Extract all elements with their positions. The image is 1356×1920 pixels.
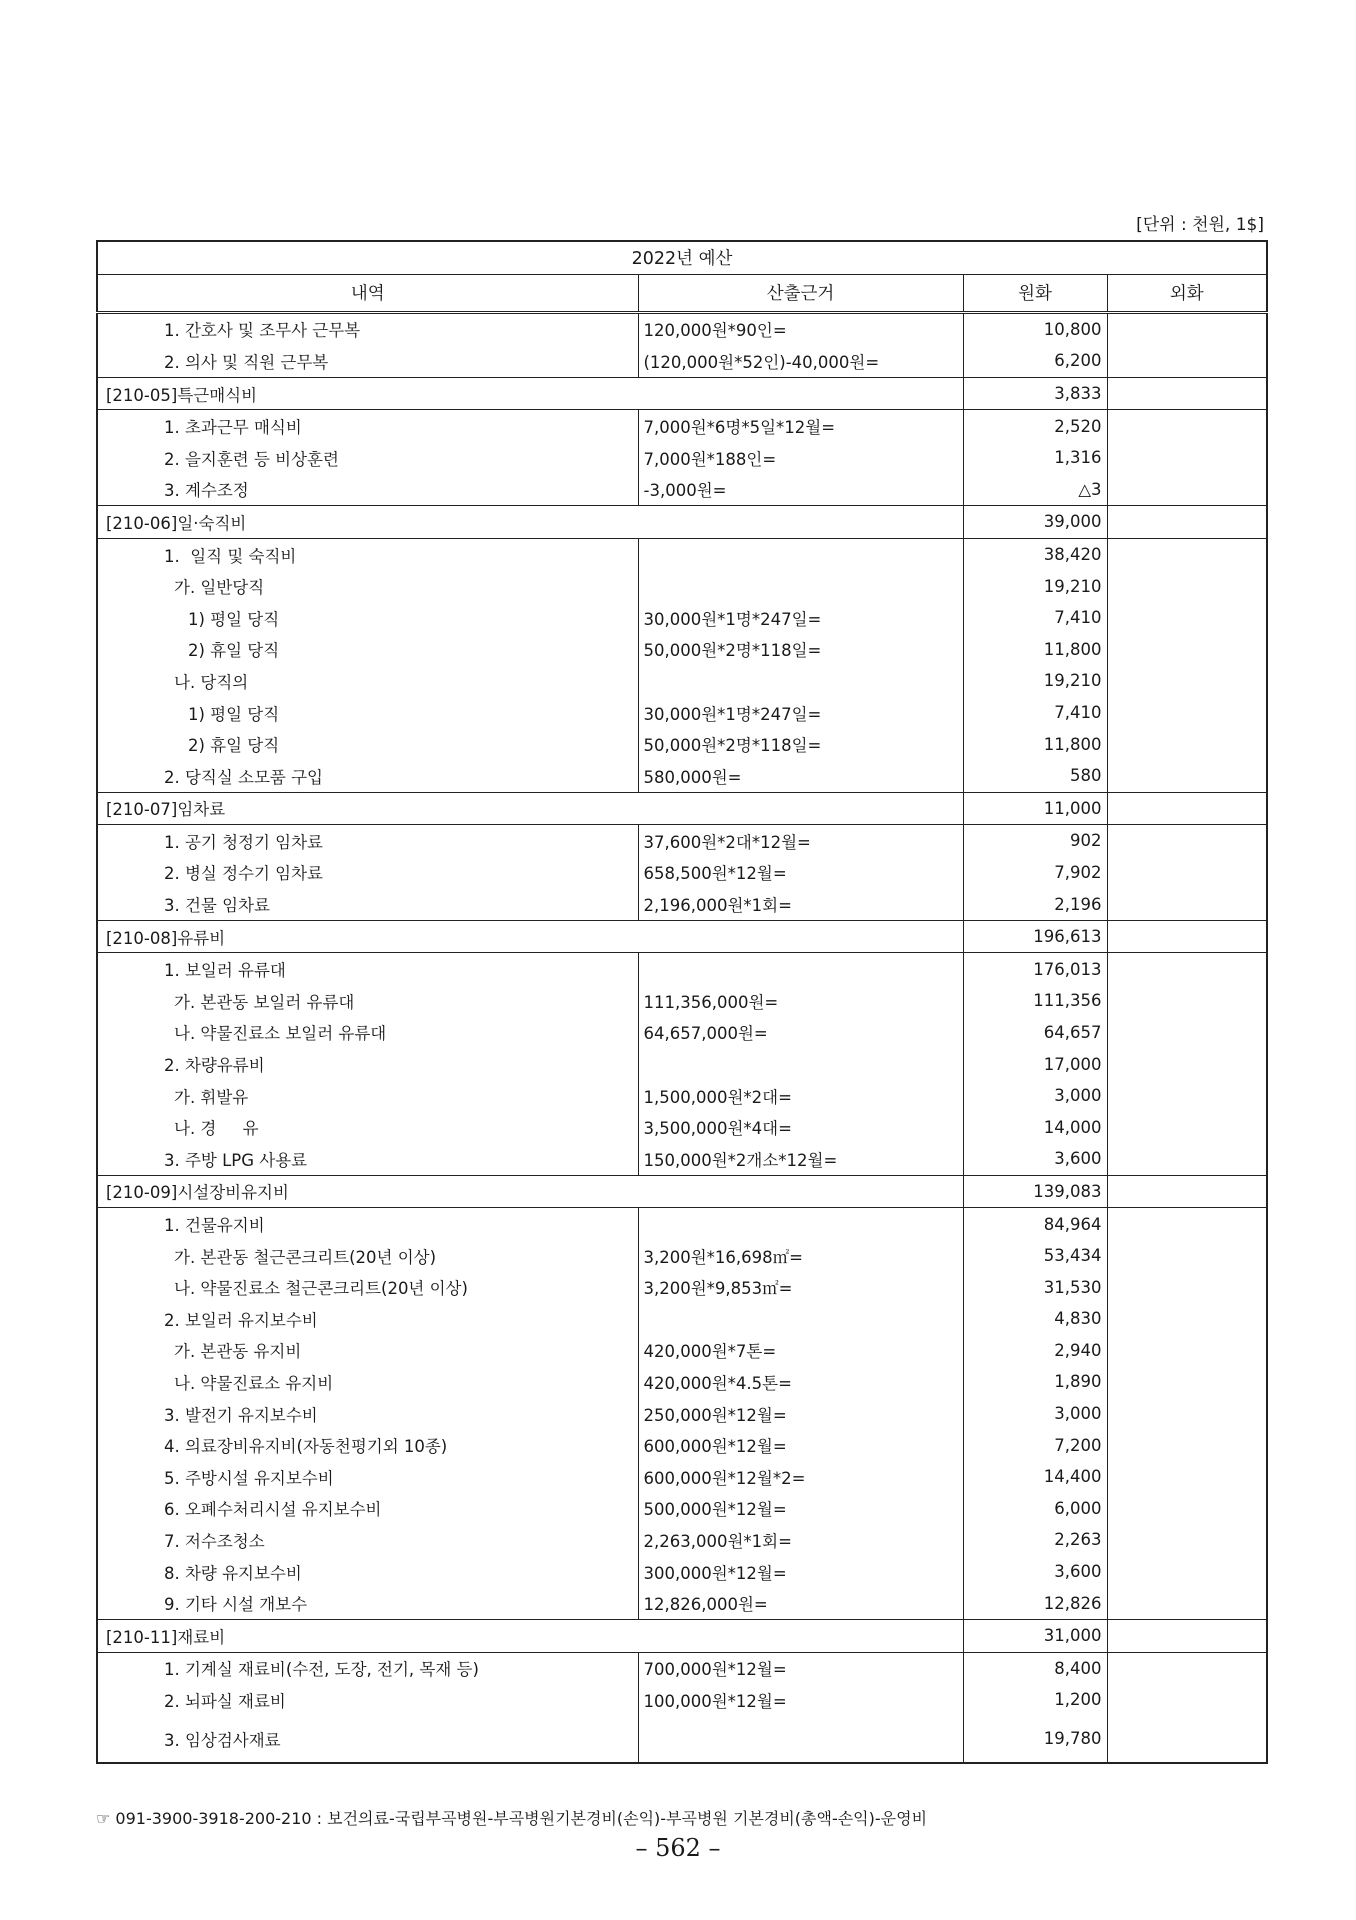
item-calculation bbox=[638, 953, 963, 985]
item-won-amount: 14,000 bbox=[963, 1111, 1107, 1143]
item-won-amount: 19,210 bbox=[963, 665, 1107, 697]
foreign-amount-cell bbox=[1107, 665, 1267, 697]
table-row bbox=[97, 410, 1267, 442]
foreign-amount-cell bbox=[1107, 920, 1267, 953]
item-calculation: 420,000원*7톤= bbox=[638, 1335, 963, 1367]
foreign-amount-cell bbox=[1107, 602, 1267, 634]
item-won-amount: 7,410 bbox=[963, 697, 1107, 729]
budget-table bbox=[96, 240, 1268, 1764]
item-won-amount: 7,410 bbox=[963, 602, 1107, 634]
foreign-amount-cell bbox=[1107, 1429, 1267, 1461]
item-calculation: 658,500원*12월= bbox=[638, 857, 963, 889]
item-won-amount: 11,800 bbox=[963, 728, 1107, 760]
item-won-amount: 19,780 bbox=[963, 1716, 1107, 1763]
item-description: 2. 을지훈련 등 비상훈련 bbox=[97, 442, 638, 474]
item-calculation: 600,000원*12월*2= bbox=[638, 1461, 963, 1493]
foreign-amount-cell bbox=[1107, 410, 1267, 442]
item-description: 7. 저수조청소 bbox=[97, 1524, 638, 1556]
foreign-amount-cell bbox=[1107, 1111, 1267, 1143]
table-row bbox=[97, 1143, 1267, 1175]
item-won-amount: 580 bbox=[963, 760, 1107, 792]
table-row bbox=[97, 1366, 1267, 1398]
foreign-amount-cell bbox=[1107, 1493, 1267, 1525]
foreign-amount-cell bbox=[1107, 728, 1267, 760]
item-description: 나. 경 유 bbox=[97, 1111, 638, 1143]
item-calculation: 1,500,000원*2대= bbox=[638, 1080, 963, 1112]
table-row bbox=[97, 570, 1267, 602]
item-description: 1. 기계실 재료비(수전, 도장, 전기, 목재 등) bbox=[97, 1652, 638, 1684]
item-description: 3. 주방 LPG 사용료 bbox=[97, 1143, 638, 1175]
foreign-amount-cell bbox=[1107, 538, 1267, 570]
foreign-amount-cell bbox=[1107, 1175, 1267, 1208]
item-description: 1. 일직 및 숙직비 bbox=[97, 538, 638, 570]
foreign-amount-cell bbox=[1107, 474, 1267, 506]
item-description: 9. 기타 시설 개보수 bbox=[97, 1587, 638, 1619]
category-row bbox=[97, 792, 1267, 825]
item-description: 5. 주방시설 유지보수비 bbox=[97, 1461, 638, 1493]
header-row bbox=[97, 274, 1267, 312]
table-row bbox=[97, 312, 1267, 345]
item-calculation: 12,826,000원= bbox=[638, 1587, 963, 1619]
category-won-amount: 31,000 bbox=[963, 1619, 1107, 1652]
table-row bbox=[97, 1080, 1267, 1112]
table-row bbox=[97, 1048, 1267, 1080]
table-row bbox=[97, 1303, 1267, 1335]
item-won-amount: 111,356 bbox=[963, 985, 1107, 1017]
item-won-amount: 11,800 bbox=[963, 634, 1107, 666]
table-row bbox=[97, 1271, 1267, 1303]
foreign-amount-cell bbox=[1107, 1048, 1267, 1080]
item-calculation: 30,000원*1명*247일= bbox=[638, 697, 963, 729]
category-label: [210-06]일·숙직비 bbox=[97, 506, 963, 539]
item-won-amount: 2,940 bbox=[963, 1335, 1107, 1367]
category-row bbox=[97, 506, 1267, 539]
table-row bbox=[97, 345, 1267, 377]
item-won-amount: 12,826 bbox=[963, 1587, 1107, 1619]
item-won-amount: 17,000 bbox=[963, 1048, 1107, 1080]
item-won-amount: 6,200 bbox=[963, 345, 1107, 377]
table-row bbox=[97, 538, 1267, 570]
table-row bbox=[97, 602, 1267, 634]
item-description: 2. 병실 정수기 임차료 bbox=[97, 857, 638, 889]
table-title: 2022년 예산 bbox=[97, 241, 1267, 274]
table-row bbox=[97, 442, 1267, 474]
foreign-amount-cell bbox=[1107, 1556, 1267, 1588]
item-description: 2) 휴일 당직 bbox=[97, 728, 638, 760]
item-calculation: 3,500,000원*4대= bbox=[638, 1111, 963, 1143]
foreign-amount-cell bbox=[1107, 1524, 1267, 1556]
table-row bbox=[97, 1587, 1267, 1619]
foreign-amount-cell bbox=[1107, 888, 1267, 920]
category-label: [210-11]재료비 bbox=[97, 1619, 963, 1652]
category-row bbox=[97, 1619, 1267, 1652]
item-won-amount: 1,200 bbox=[963, 1684, 1107, 1716]
item-description: 3. 건물 임차료 bbox=[97, 888, 638, 920]
item-won-amount: 7,200 bbox=[963, 1429, 1107, 1461]
item-description: 나. 약물진료소 철근콘크리트(20년 이상) bbox=[97, 1271, 638, 1303]
foreign-amount-cell bbox=[1107, 570, 1267, 602]
foreign-amount-cell bbox=[1107, 857, 1267, 889]
table-row bbox=[97, 953, 1267, 985]
item-description: 2. 의사 및 직원 근무복 bbox=[97, 345, 638, 377]
item-won-amount: 3,600 bbox=[963, 1143, 1107, 1175]
item-calculation: 700,000원*12월= bbox=[638, 1652, 963, 1684]
item-calculation bbox=[638, 1048, 963, 1080]
foreign-amount-cell bbox=[1107, 1587, 1267, 1619]
item-calculation: 7,000원*188인= bbox=[638, 442, 963, 474]
table-row bbox=[97, 665, 1267, 697]
item-won-amount: 2,196 bbox=[963, 888, 1107, 920]
item-calculation: 300,000원*12월= bbox=[638, 1556, 963, 1588]
foreign-amount-cell bbox=[1107, 1461, 1267, 1493]
item-won-amount: 6,000 bbox=[963, 1493, 1107, 1525]
foreign-amount-cell bbox=[1107, 1080, 1267, 1112]
item-description: 8. 차량 유지보수비 bbox=[97, 1556, 638, 1588]
item-description: 2. 차량유류비 bbox=[97, 1048, 638, 1080]
table-row bbox=[97, 634, 1267, 666]
foreign-amount-cell bbox=[1107, 1208, 1267, 1240]
item-description: 2. 보일러 유지보수비 bbox=[97, 1303, 638, 1335]
item-description: 나. 약물진료소 보일러 유류대 bbox=[97, 1017, 638, 1049]
table-row bbox=[97, 1716, 1267, 1763]
item-calculation: -3,000원= bbox=[638, 474, 963, 506]
item-won-amount: 19,210 bbox=[963, 570, 1107, 602]
item-won-amount: 3,000 bbox=[963, 1080, 1107, 1112]
foreign-amount-cell bbox=[1107, 345, 1267, 377]
foreign-amount-cell bbox=[1107, 1716, 1267, 1763]
table-row bbox=[97, 760, 1267, 792]
item-description: 가. 휘발유 bbox=[97, 1080, 638, 1112]
item-description: 2. 뇌파실 재료비 bbox=[97, 1684, 638, 1716]
table-row bbox=[97, 728, 1267, 760]
foreign-amount-cell bbox=[1107, 825, 1267, 857]
item-calculation: 420,000원*4.5톤= bbox=[638, 1366, 963, 1398]
item-won-amount: 4,830 bbox=[963, 1303, 1107, 1335]
item-won-amount: 38,420 bbox=[963, 538, 1107, 570]
item-won-amount: 31,530 bbox=[963, 1271, 1107, 1303]
table-row bbox=[97, 1429, 1267, 1461]
item-description: 1. 초과근무 매식비 bbox=[97, 410, 638, 442]
foreign-amount-cell bbox=[1107, 1143, 1267, 1175]
table-row bbox=[97, 857, 1267, 889]
item-description: 6. 오폐수처리시설 유지보수비 bbox=[97, 1493, 638, 1525]
item-description: 나. 약물진료소 유지비 bbox=[97, 1366, 638, 1398]
footnote: ☞ 091-3900-3918-200-210 : 보건의료-국립부곡병원-부곡병원기본경비(손익)-부곡병원 기본경비(총액-손익)-운영비 bbox=[96, 1809, 928, 1828]
foreign-amount-cell bbox=[1107, 442, 1267, 474]
item-calculation: 111,356,000원= bbox=[638, 985, 963, 1017]
item-calculation bbox=[638, 570, 963, 602]
table-row bbox=[97, 1335, 1267, 1367]
item-won-amount: 53,434 bbox=[963, 1240, 1107, 1272]
item-description: 1. 건물유지비 bbox=[97, 1208, 638, 1240]
item-calculation: (120,000원*52인)-40,000원= bbox=[638, 345, 963, 377]
category-won-amount: 3,833 bbox=[963, 377, 1107, 410]
item-calculation: 100,000원*12월= bbox=[638, 1684, 963, 1716]
item-won-amount: 1,316 bbox=[963, 442, 1107, 474]
foreign-amount-cell bbox=[1107, 1652, 1267, 1684]
item-calculation: 250,000원*12월= bbox=[638, 1398, 963, 1430]
item-won-amount: 10,800 bbox=[963, 312, 1107, 345]
table-row bbox=[97, 1398, 1267, 1430]
foreign-amount-cell bbox=[1107, 312, 1267, 345]
header-calculation-basis: 산출근거 bbox=[638, 274, 963, 312]
item-calculation: 3,200원*9,853㎡= bbox=[638, 1271, 963, 1303]
item-won-amount: 8,400 bbox=[963, 1652, 1107, 1684]
item-description: 1. 보일러 유류대 bbox=[97, 953, 638, 985]
item-calculation: 50,000원*2명*118일= bbox=[638, 728, 963, 760]
category-row bbox=[97, 920, 1267, 953]
item-calculation bbox=[638, 665, 963, 697]
category-row bbox=[97, 1175, 1267, 1208]
table-row bbox=[97, 1652, 1267, 1684]
item-calculation bbox=[638, 1303, 963, 1335]
table-row bbox=[97, 1240, 1267, 1272]
unit-note: [단위 : 천원, 1$] bbox=[1136, 215, 1264, 235]
category-won-amount: 11,000 bbox=[963, 792, 1107, 825]
item-calculation: 150,000원*2개소*12월= bbox=[638, 1143, 963, 1175]
foreign-amount-cell bbox=[1107, 697, 1267, 729]
foreign-amount-cell bbox=[1107, 792, 1267, 825]
item-calculation bbox=[638, 1208, 963, 1240]
table-row bbox=[97, 1111, 1267, 1143]
table-row bbox=[97, 825, 1267, 857]
category-row bbox=[97, 377, 1267, 410]
item-calculation: 120,000원*90인= bbox=[638, 312, 963, 345]
table-row bbox=[97, 1556, 1267, 1588]
table-row bbox=[97, 474, 1267, 506]
table-row bbox=[97, 1017, 1267, 1049]
header-foreign-amount: 외화 bbox=[1107, 274, 1267, 312]
foreign-amount-cell bbox=[1107, 377, 1267, 410]
item-won-amount: △3 bbox=[963, 474, 1107, 506]
item-description: 1. 간호사 및 조무사 근무복 bbox=[97, 312, 638, 345]
foreign-amount-cell bbox=[1107, 1366, 1267, 1398]
table-row bbox=[97, 888, 1267, 920]
item-description: 가. 일반당직 bbox=[97, 570, 638, 602]
item-description: 1) 평일 당직 bbox=[97, 602, 638, 634]
item-won-amount: 902 bbox=[963, 825, 1107, 857]
table-row bbox=[97, 697, 1267, 729]
item-description: 3. 발전기 유지보수비 bbox=[97, 1398, 638, 1430]
foreign-amount-cell bbox=[1107, 1619, 1267, 1652]
item-won-amount: 14,400 bbox=[963, 1461, 1107, 1493]
item-description: 1) 평일 당직 bbox=[97, 697, 638, 729]
category-won-amount: 196,613 bbox=[963, 920, 1107, 953]
category-won-amount: 39,000 bbox=[963, 506, 1107, 539]
item-won-amount: 1,890 bbox=[963, 1366, 1107, 1398]
item-won-amount: 2,520 bbox=[963, 410, 1107, 442]
foreign-amount-cell bbox=[1107, 1271, 1267, 1303]
foreign-amount-cell bbox=[1107, 1684, 1267, 1716]
item-description: 2) 휴일 당직 bbox=[97, 634, 638, 666]
foreign-amount-cell bbox=[1107, 506, 1267, 539]
item-description: 3. 임상검사재료 bbox=[97, 1716, 638, 1763]
table-row bbox=[97, 1208, 1267, 1240]
item-won-amount: 176,013 bbox=[963, 953, 1107, 985]
foreign-amount-cell bbox=[1107, 760, 1267, 792]
item-won-amount: 2,263 bbox=[963, 1524, 1107, 1556]
foreign-amount-cell bbox=[1107, 953, 1267, 985]
item-calculation: 37,600원*2대*12월= bbox=[638, 825, 963, 857]
category-label: [210-08]유류비 bbox=[97, 920, 963, 953]
item-won-amount: 64,657 bbox=[963, 1017, 1107, 1049]
item-won-amount: 3,000 bbox=[963, 1398, 1107, 1430]
table-row bbox=[97, 1524, 1267, 1556]
item-calculation: 580,000원= bbox=[638, 760, 963, 792]
foreign-amount-cell bbox=[1107, 1240, 1267, 1272]
item-calculation: 64,657,000원= bbox=[638, 1017, 963, 1049]
header-description: 내역 bbox=[97, 274, 638, 312]
item-description: 3. 계수조정 bbox=[97, 474, 638, 506]
table-row bbox=[97, 1684, 1267, 1716]
item-won-amount: 7,902 bbox=[963, 857, 1107, 889]
foreign-amount-cell bbox=[1107, 1398, 1267, 1430]
item-calculation: 600,000원*12월= bbox=[638, 1429, 963, 1461]
category-label: [210-05]특근매식비 bbox=[97, 377, 963, 410]
item-won-amount: 3,600 bbox=[963, 1556, 1107, 1588]
table-row bbox=[97, 1461, 1267, 1493]
item-calculation bbox=[638, 1716, 963, 1763]
category-won-amount: 139,083 bbox=[963, 1175, 1107, 1208]
item-description: 가. 본관동 유지비 bbox=[97, 1335, 638, 1367]
foreign-amount-cell bbox=[1107, 1017, 1267, 1049]
item-won-amount: 84,964 bbox=[963, 1208, 1107, 1240]
item-calculation: 7,000원*6명*5일*12월= bbox=[638, 410, 963, 442]
item-description: 4. 의료장비유지비(자동천평기외 10종) bbox=[97, 1429, 638, 1461]
item-description: 1. 공기 청정기 임차료 bbox=[97, 825, 638, 857]
category-label: [210-07]임차료 bbox=[97, 792, 963, 825]
foreign-amount-cell bbox=[1107, 634, 1267, 666]
item-calculation: 2,196,000원*1회= bbox=[638, 888, 963, 920]
foreign-amount-cell bbox=[1107, 1335, 1267, 1367]
table-row bbox=[97, 985, 1267, 1017]
item-description: 나. 당직의 bbox=[97, 665, 638, 697]
item-calculation: 30,000원*1명*247일= bbox=[638, 602, 963, 634]
item-description: 2. 당직실 소모품 구입 bbox=[97, 760, 638, 792]
foreign-amount-cell bbox=[1107, 985, 1267, 1017]
item-calculation: 50,000원*2명*118일= bbox=[638, 634, 963, 666]
page-number: – 562 – bbox=[635, 1834, 721, 1862]
table-row bbox=[97, 1493, 1267, 1525]
item-calculation: 3,200원*16,698㎡= bbox=[638, 1240, 963, 1272]
item-calculation: 2,263,000원*1회= bbox=[638, 1524, 963, 1556]
item-description: 가. 본관동 철근콘크리트(20년 이상) bbox=[97, 1240, 638, 1272]
item-calculation: 500,000원*12월= bbox=[638, 1493, 963, 1525]
category-label: [210-09]시설장비유지비 bbox=[97, 1175, 963, 1208]
header-won-amount: 원화 bbox=[963, 274, 1107, 312]
item-description: 가. 본관동 보일러 유류대 bbox=[97, 985, 638, 1017]
table-body bbox=[97, 312, 1267, 1763]
item-calculation bbox=[638, 538, 963, 570]
foreign-amount-cell bbox=[1107, 1303, 1267, 1335]
